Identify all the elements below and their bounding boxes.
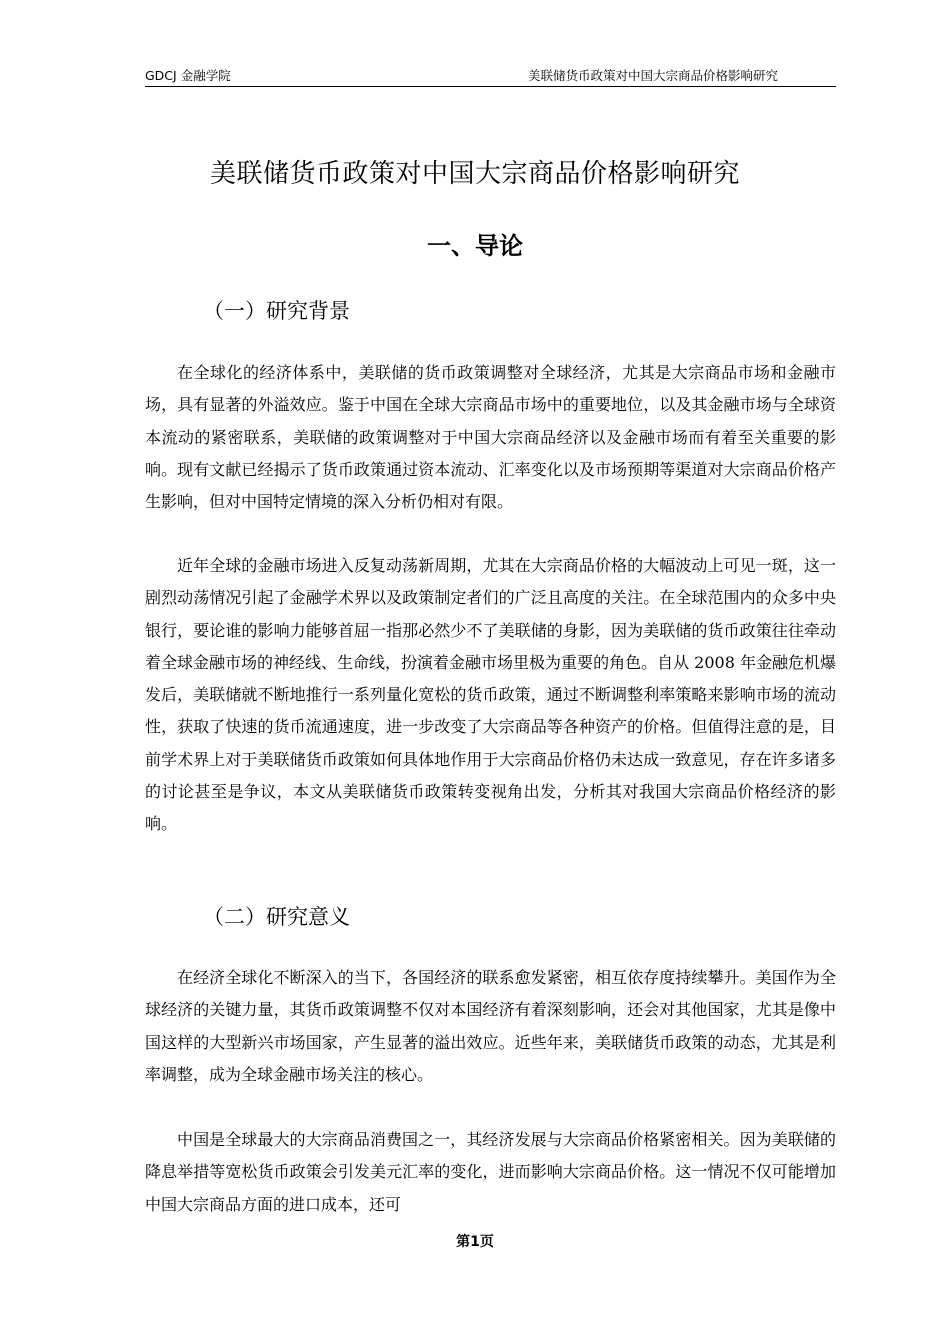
running-header bbox=[145, 68, 836, 87]
chapter-heading: 一、导论 bbox=[427, 232, 523, 260]
paragraph: 中国是全球最大的大宗商品消费国之一，其经济发展与大宗商品价格紧密相关。因为美联储的降息举措等宽松货币政策会引发美元汇率的变化，进而影响大宗商品价格。这一情况不仅可能增加中国大宗商品方面的进口成本，还可 bbox=[145, 1130, 836, 1214]
header-paper-title: 美联储货币政策对中国大宗商品价格影响研究 bbox=[527, 68, 778, 83]
paper-title: 美联储货币政策对中国大宗商品价格影响研究 bbox=[209, 159, 740, 189]
paragraph: 近年全球的金融市场进入反复动荡新周期，尤其在大宗商品价格的大幅波动上可见一斑，这一剧烈动荡情况引起了金融学术界以及政策制定者们的广泛且高度的关注。在全球范围内的众多中央银行，要论谁的影响力能够首屈一指那必然少不了美联储的身影，因为美联储的货币政策往往牵动着全球金融市场的神经线、生命线，扮演着金融市场里极为重要的角色。自从 2008 年金融危机爆发后，美联储就不断地推行一系列量化宽松的货币政策，通过不断调整利率策略来影响市场的流动性，获取了快速的货币流通速度，进一步改变了大宗商品等各种资产的价格。但值得注意的是，目前学术界上对于美联储货币政策如何具体地作用于大宗商品价格仍未达成一致意见，存在许多诸多的讨论甚至是争议，本文从美联储货币政策转变视角出发，分析其对我国大宗商品价格经济的影响。 bbox=[145, 556, 836, 834]
paragraph: 在全球化的经济体系中，美联储的货币政策调整对全球经济，尤其是大宗商品市场和金融市场，具有显著的外溢效应。鉴于中国在全球大宗商品市场中的重要地位，以及其金融市场与全球资本流动的紧密联系，美联储的政策调整对于中国大宗商品经济以及金融市场而有着至关重要的影响。现有文献已经揭示了货币政策通过资本流动、汇率变化以及市场预期等渠道对大宗商品价格产生影响，但对中国特定情境的深入分析仍相对有限。 bbox=[145, 363, 836, 512]
page-number: 第1页 bbox=[456, 1234, 494, 1250]
paragraph: 在经济全球化不断深入的当下，各国经济的联系愈发紧密，相互依存度持续攀升。美国作为全球经济的关键力量，其货币政策调整不仅对本国经济有着深刻影响，还会对其他国家，尤其是像中国这样的大型新兴市场国家，产生显著的溢出效应。近些年来，美联储货币政策的动态，尤其是利率调整，成为全球金融市场关注的核心。 bbox=[145, 968, 836, 1084]
section-heading-significance: （二）研究意义 bbox=[203, 905, 350, 929]
header-institution: GDCJ 金融学院 bbox=[145, 68, 231, 83]
section-heading-background: （一）研究背景 bbox=[203, 299, 350, 323]
